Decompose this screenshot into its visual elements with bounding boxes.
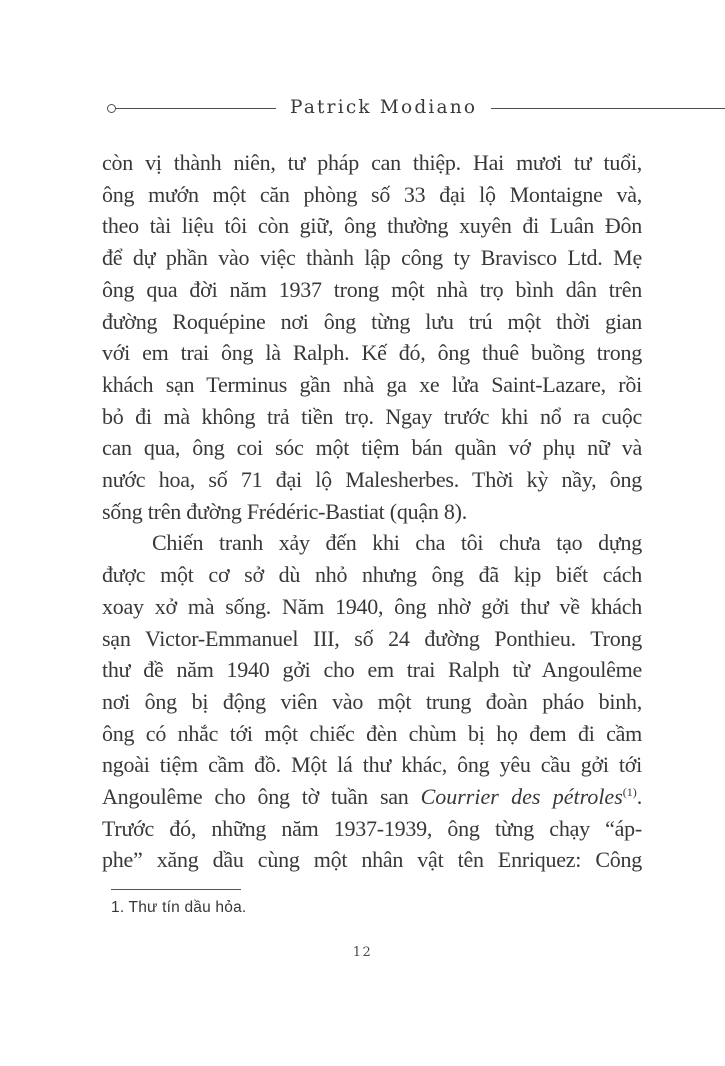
- text-line: bỏ đi mà không trả tiền trọ. Ngay trước khi nổ ra cuộc: [102, 403, 642, 429]
- running-header-author: Patrick Modiano: [290, 97, 478, 118]
- text-line: Angoulême cho ông tờ tuần san Courrier des pétroles$^{(1)}$.: [102, 784, 643, 810]
- text-line: để dự phần vào việc thành lập công ty Bravisco Ltd. Mẹ: [102, 245, 642, 271]
- footnote-text: 1. Thư tín dầu hỏa.: [111, 899, 247, 917]
- text-line: đường Roquépine nơi ông từng lưu trú một thời gian: [102, 308, 642, 334]
- text-line: còn vị thành niên, tư pháp can thiệp. Hai mươi tư tuổi,: [102, 150, 642, 175]
- page-number: 12: [352, 945, 373, 960]
- text-line: Trước đó, những năm 1937-1939, ông từng chạy “áp-: [102, 815, 642, 841]
- text-line: xoay xở mà sống. Năm 1940, ông nhờ gởi thư về khách: [102, 593, 642, 619]
- text-line: với em trai ông là Ralph. Kế đó, ông thuê buồng trong: [102, 340, 642, 366]
- text-line: khách sạn Terminus gần nhà ga xe lửa Saint-Lazare, rồi: [102, 371, 642, 397]
- text-line: sống trên đường Frédéric-Bastiat (quận 8).: [102, 498, 467, 524]
- text-line: được một cơ sở dù nhỏ nhưng ông đã kịp biết cách: [102, 562, 642, 588]
- text-line: ông mướn một căn phòng số 33 đại lộ Montaigne và,: [102, 181, 642, 207]
- text-line: thư đề năm 1940 gởi cho em trai Ralph từ Angoulême: [102, 657, 642, 683]
- text-line: phe” xăng dầu cùng một nhân vật tên Enriquez: Công: [102, 847, 642, 873]
- italic-title: Courrier des pétroles: [420, 784, 623, 810]
- header-rule-left: [116, 108, 276, 110]
- circle-ornament-icon: [107, 104, 116, 113]
- footnote-reference: (1): [622, 785, 637, 800]
- header-rule-right: [491, 108, 725, 110]
- text-line: ông có nhắc tới một chiếc đèn chùm bị họ đem đi cầm: [102, 720, 642, 746]
- body-text: [102, 147, 642, 876]
- text-line: nước hoa, số 71 đại lộ Malesherbes. Thời kỳ nầy, ông: [102, 467, 642, 493]
- text-line: nơi ông bị động viên vào một trung đoàn pháo binh,: [102, 688, 642, 714]
- running-header: [107, 98, 725, 119]
- text-line: sạn Victor-Emmanuel III, số 24 đường Ponthieu. Trong: [102, 625, 642, 651]
- footnote-separator-rule: [111, 889, 241, 890]
- text-line: can qua, ông coi sóc một tiệm bán quần vớ phụ nữ và: [102, 435, 642, 461]
- text-line: Chiến tranh xảy đến khi cha tôi chưa tạo dựng: [152, 530, 642, 556]
- text-line: theo tài liệu tôi còn giữ, ông thường xuyên đi Luân Đôn: [102, 213, 642, 239]
- text-line: ngoài tiệm cầm đồ. Một lá thư khác, ông yêu cầu gởi tới: [102, 752, 642, 778]
- text-line: ông qua đời năm 1937 trong một nhà trọ bình dân trên: [102, 276, 642, 302]
- footnote: [111, 889, 531, 917]
